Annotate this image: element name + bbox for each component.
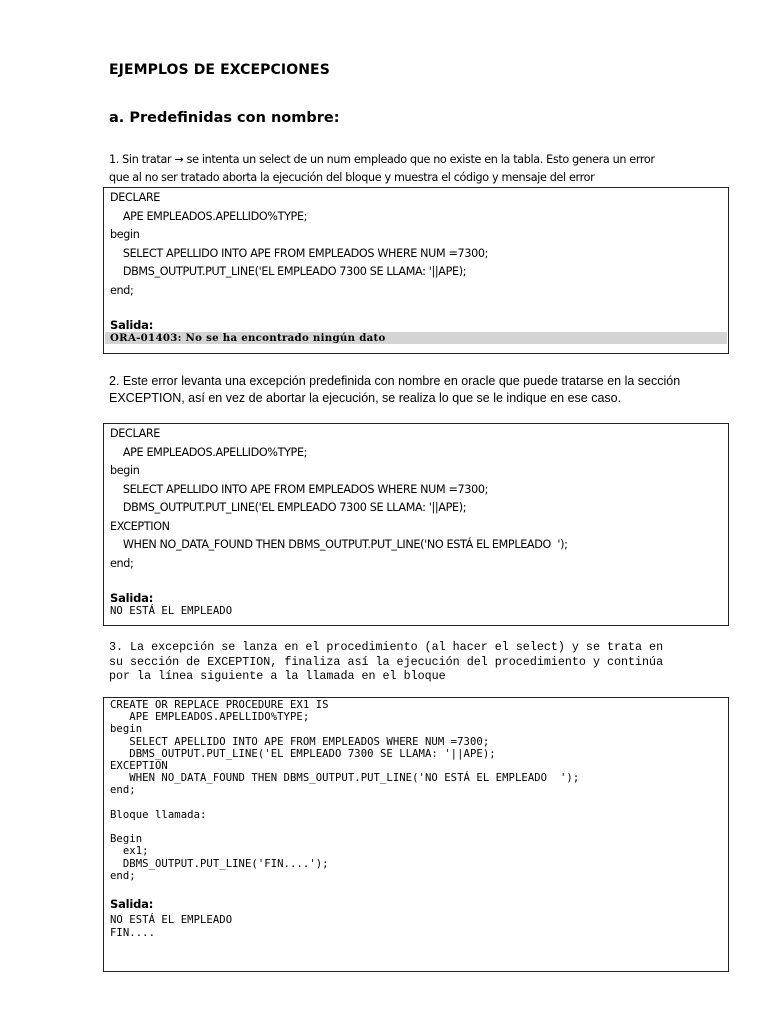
section3-output: NO ESTÁ EL EMPLEADO FIN....	[110, 914, 233, 939]
section3-salida-label: Salida:	[110, 897, 154, 912]
section-heading: a. Predefinidas con nombre:	[109, 110, 340, 126]
page-title: EJEMPLOS DE EXCEPCIONES	[109, 62, 330, 78]
section2-intro-line1: 2. Este error levanta una excepción predefinida con nombre en oracle que puede tratarse en la sección	[109, 374, 681, 388]
section2-code-box	[103, 423, 729, 626]
section2-salida-label: Salida:	[110, 591, 154, 605]
section2-code: DECLARE APE EMPLEADOS.APELLIDO%TYPE; begin SELECT APELLIDO INTO APE FROM EMPLEADOS WHERE NUM =7300; DBMS_OUTPUT.PUT_LINE('EL EMPLEADO 7300 SE LLAMA: '||APE); EXCEPTION WHEN NO_DATA_FOUND THEN DBMS_OUTPUT.PUT_LINE('NO ESTÁ EL EMPLEADO '); end;	[110, 427, 568, 570]
section3-intro: 3. La excepción se lanza en el procedimiento (al hacer el select) y se trata en su sección de EXCEPTION, finaliza así la ejecución del procedimiento y continúa por la línea siguiente a la llamada en el bloque	[109, 640, 664, 683]
section2-intro-line2: EXCEPTION, así en vez de abortar la ejecución, se realiza lo que se le indique en ese caso.	[109, 391, 622, 405]
section1-code: DECLARE APE EMPLEADOS.APELLIDO%TYPE; begin SELECT APELLIDO INTO APE FROM EMPLEADOS WHERE NUM =7300; DBMS_OUTPUT.PUT_LINE('EL EMPLEADO 7300 SE LLAMA: '||APE); end;	[110, 191, 489, 297]
section1-intro-line2: que al no ser tratado aborta la ejecución del bloque y muestra el código y mensaje del error	[109, 171, 595, 184]
section1-salida-label: Salida:	[110, 318, 154, 332]
section1-intro-line1: 1. Sin tratar → se intenta un select de un num empleado que no existe en la tabla. Esto genera un error	[109, 153, 655, 166]
section3-code: CREATE OR REPLACE PROCEDURE EX1 IS APE EMPLEADOS.APELLIDO%TYPE; begin SELECT APELLIDO INTO APE FROM EMPLEADOS WHERE NUM =7300; DBMS_OUTPUT.PUT_LINE('EL EMPLEADO 7300 SE LLAMA: '||APE); EXCEPTION WHEN NO_DATA_FOUND THEN DBMS_OUTPUT.PUT_LINE('NO ESTÁ EL EMPLEADO '); end; Bloque llamada: Begin ex1; DBMS_OUTPUT.PUT_LINE('FIN....'); end;	[110, 699, 580, 882]
section3-code-box	[103, 697, 729, 972]
section2-output: NO ESTÁ EL EMPLEADO	[110, 605, 233, 617]
section2-intro	[109, 373, 739, 407]
section1-intro	[109, 151, 739, 187]
section1-code-box	[103, 187, 729, 354]
section1-output: ORA-01403: No se ha encontrado ningún dato	[105, 332, 727, 344]
